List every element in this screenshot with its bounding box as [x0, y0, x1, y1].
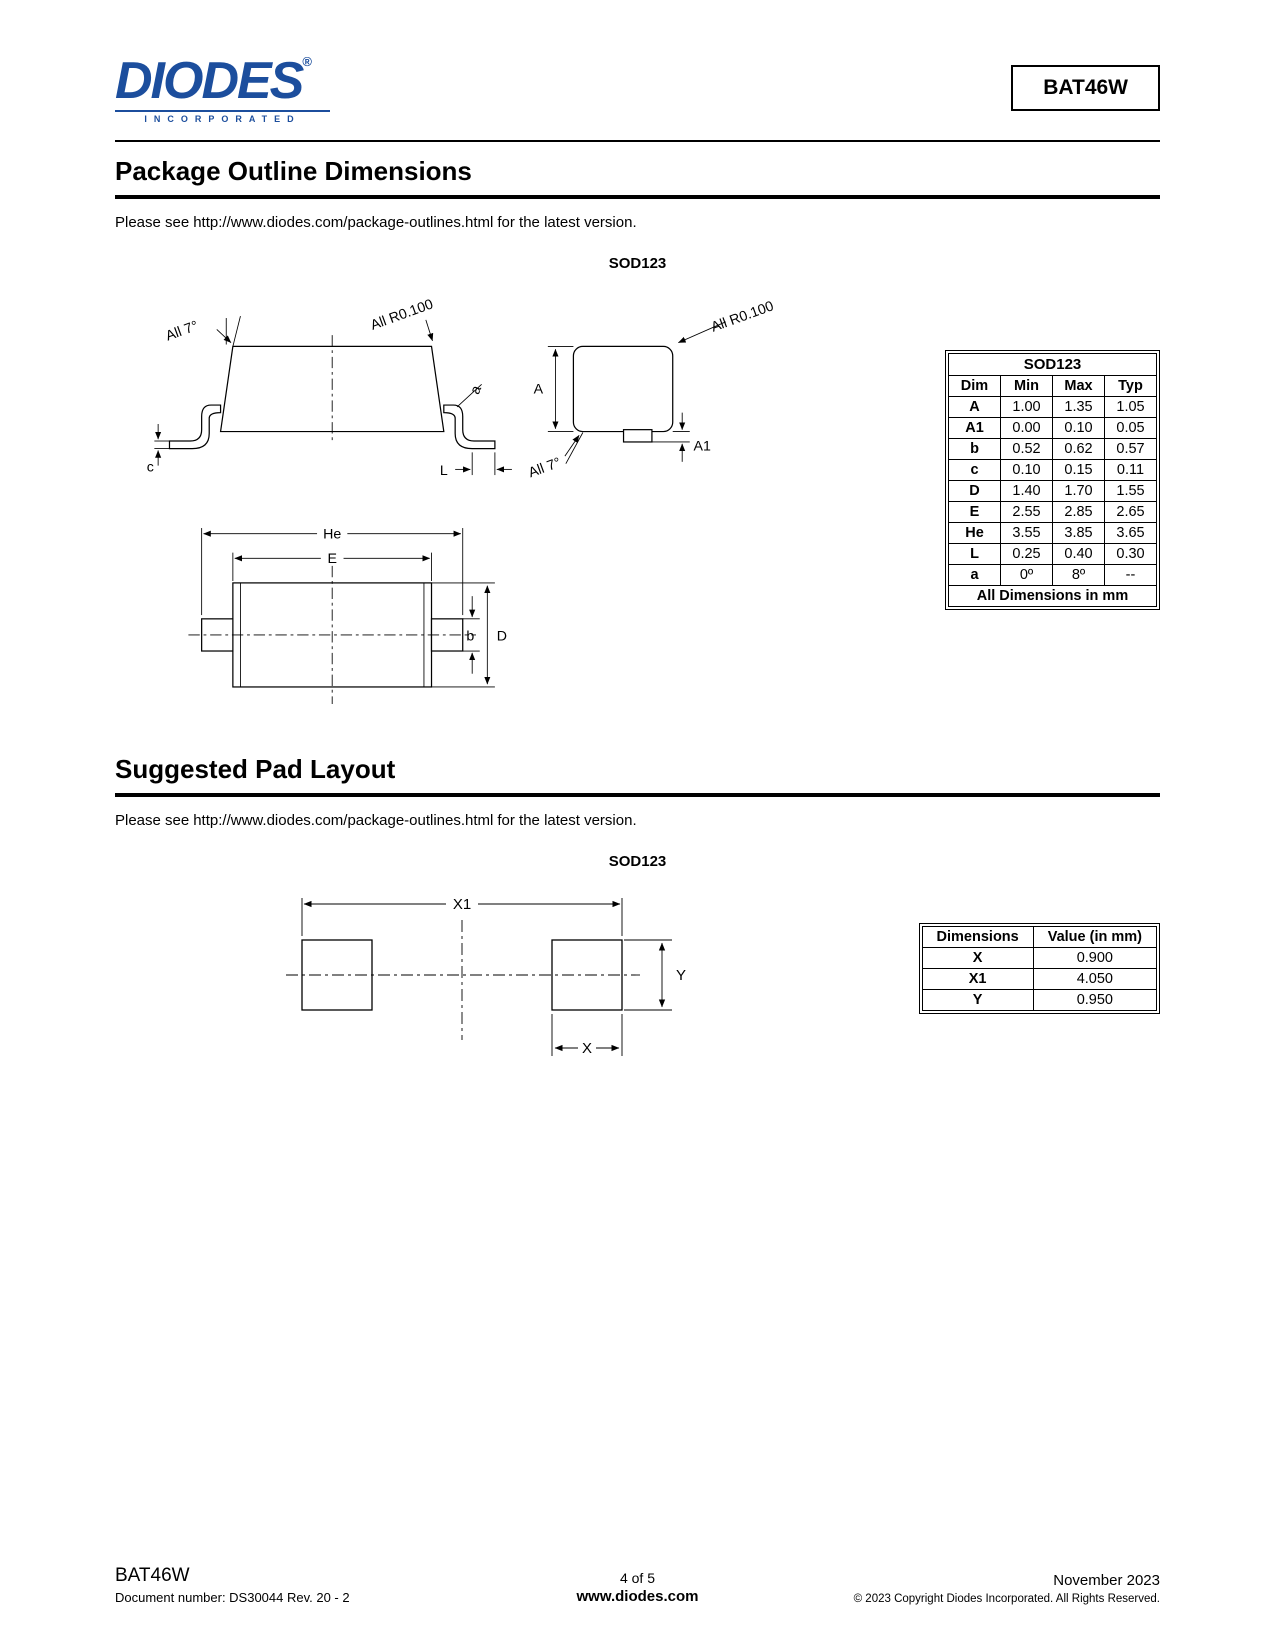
table-cell: 0.25 — [1001, 544, 1053, 565]
package-name-label: SOD123 — [608, 255, 667, 272]
table-cell: L — [949, 544, 1001, 565]
package-body-end — [573, 346, 672, 431]
table-cell: a — [949, 565, 1001, 586]
package-name-label: SOD123 — [608, 853, 667, 870]
table-row — [949, 523, 1157, 544]
table-header-cell: Dim — [949, 376, 1001, 397]
part-number-badge: BAT46W — [1011, 65, 1160, 111]
logo-wordmark — [115, 52, 330, 110]
all-r0100-end-label: All R0.100 — [709, 298, 776, 336]
table-row — [949, 460, 1157, 481]
table-cell: D — [949, 481, 1001, 502]
a1-dim-label: A1 — [693, 438, 711, 455]
table-cell: 2.65 — [1105, 502, 1157, 523]
table-row — [949, 481, 1157, 502]
note-text: Please see — [115, 812, 190, 829]
table-cell: X1 — [922, 969, 1033, 990]
page-header — [115, 52, 1160, 124]
package-outlines-link[interactable]: http://www.diodes.com/package-outlines.html — [193, 214, 494, 231]
footer-document-number: Document number: DS30044 Rev. 20 - 2 — [115, 1590, 350, 1605]
outline-note — [115, 214, 1160, 231]
table-cell: 0.00 — [1001, 418, 1053, 439]
x1-dim-label: X1 — [452, 896, 472, 913]
table-row — [922, 948, 1156, 969]
table-cell: 0.15 — [1053, 460, 1105, 481]
table-title: SOD123 — [949, 354, 1157, 376]
section-title-pad-layout: Suggested Pad Layout — [115, 754, 1160, 797]
all-7deg-end-label: All 7° — [526, 454, 564, 482]
table-footer: All Dimensions in mm — [949, 586, 1157, 607]
table-cell: 1.35 — [1053, 397, 1105, 418]
right-lead — [444, 405, 495, 449]
table-header-cell: Max — [1053, 376, 1105, 397]
package-outline-drawing — [143, 280, 843, 725]
all-7deg-side-label: All 7° — [163, 318, 201, 345]
lead-end-tab — [624, 430, 652, 442]
outline-figure-area — [115, 280, 1160, 740]
table-cell: 0.900 — [1033, 948, 1156, 969]
section-title-package-outline: Package Outline Dimensions — [115, 156, 1160, 199]
footer-date: November 2023 — [1053, 1572, 1160, 1589]
registered-mark: ® — [302, 54, 310, 69]
table-cell: 8º — [1053, 565, 1105, 586]
page-footer — [115, 1565, 1160, 1605]
table-row — [949, 544, 1157, 565]
table-cell: X — [922, 948, 1033, 969]
table-cell: 0.11 — [1105, 460, 1157, 481]
logo-subtitle: INCORPORATED — [115, 110, 330, 124]
table-cell: 1.70 — [1053, 481, 1105, 502]
table-row — [949, 502, 1157, 523]
a-angle-label: a — [467, 383, 486, 397]
table-row — [949, 565, 1157, 586]
table-cell: 0.52 — [1001, 439, 1053, 460]
he-dim-label: He — [323, 526, 342, 543]
outline-dim-table — [945, 350, 1160, 610]
table-cell: 1.00 — [1001, 397, 1053, 418]
side-view-group — [147, 296, 512, 479]
table-cell: 2.85 — [1053, 502, 1105, 523]
footer-center — [463, 1570, 811, 1605]
pad-note — [115, 812, 1160, 829]
table-cell: A — [949, 397, 1001, 418]
table-cell: 0.10 — [1001, 460, 1053, 481]
end-view-group — [526, 298, 776, 481]
note-text: for the latest version. — [497, 812, 637, 829]
table-cell: 0.05 — [1105, 418, 1157, 439]
table-cell: 0.40 — [1053, 544, 1105, 565]
table-cell: 1.05 — [1105, 397, 1157, 418]
x-dim-label: X — [581, 1040, 593, 1057]
table-cell: Y — [922, 990, 1033, 1011]
header-divider — [115, 140, 1160, 142]
diodes-website-link[interactable]: www.diodes.com — [576, 1588, 699, 1605]
a-dim-label: A — [533, 381, 544, 398]
pad-layout-drawing — [280, 878, 720, 1083]
e-dim-label: E — [327, 551, 337, 568]
table-cell: b — [949, 439, 1001, 460]
table-cell: E — [949, 502, 1001, 523]
table-row — [922, 990, 1156, 1011]
table-cell: -- — [1105, 565, 1157, 586]
table-cell: 4.050 — [1033, 969, 1156, 990]
l-dim-label: L — [439, 463, 448, 480]
footer-part-number: BAT46W — [115, 1565, 190, 1586]
table-cell: 3.55 — [1001, 523, 1053, 544]
note-text: Please see — [115, 214, 190, 231]
table-header-cell: Dimensions — [922, 927, 1033, 948]
all-r0100-side-label: All R0.100 — [368, 296, 436, 334]
page-number: 4 of 5 — [619, 1570, 655, 1586]
table-cell: A1 — [949, 418, 1001, 439]
c-dim-label: c — [146, 459, 154, 476]
table-cell: 3.65 — [1105, 523, 1157, 544]
table-row — [949, 439, 1157, 460]
table-cell: 0.62 — [1053, 439, 1105, 460]
table-cell: 1.55 — [1105, 481, 1157, 502]
table-cell: 0.30 — [1105, 544, 1157, 565]
table-cell: c — [949, 460, 1001, 481]
table-cell: 1.40 — [1001, 481, 1053, 502]
pad-layout-group — [286, 896, 686, 1057]
table-row — [949, 418, 1157, 439]
footer-left — [115, 1565, 463, 1605]
footer-copyright: © 2023 Copyright Diodes Incorporated. All Rights Reserved. — [853, 1593, 1160, 1605]
table-row — [949, 397, 1157, 418]
table-cell: 0º — [1001, 565, 1053, 586]
package-outlines-link[interactable]: http://www.diodes.com/package-outlines.html — [193, 812, 494, 829]
table-cell: 3.85 — [1053, 523, 1105, 544]
table-cell: He — [949, 523, 1001, 544]
d-dim-label: D — [496, 628, 508, 645]
table-cell: 2.55 — [1001, 502, 1053, 523]
pad-dim-table — [919, 923, 1160, 1014]
table-header-cell: Value (in mm) — [1033, 927, 1156, 948]
left-lead — [169, 405, 220, 449]
table-header-cell: Min — [1001, 376, 1053, 397]
footer-right — [812, 1572, 1160, 1605]
note-text: for the latest version. — [497, 214, 637, 231]
logo-text: DIODES — [115, 52, 303, 110]
pad-figure-area — [115, 878, 1160, 1108]
y-dim-label: Y — [676, 967, 687, 984]
diodes-logo — [115, 52, 330, 124]
table-cell: 0.10 — [1053, 418, 1105, 439]
table-row — [922, 969, 1156, 990]
b-dim-label: b — [466, 628, 475, 645]
table-header-cell: Typ — [1105, 376, 1157, 397]
bottom-view-group — [188, 526, 507, 704]
table-cell: 0.57 — [1105, 439, 1157, 460]
table-cell: 0.950 — [1033, 990, 1156, 1011]
